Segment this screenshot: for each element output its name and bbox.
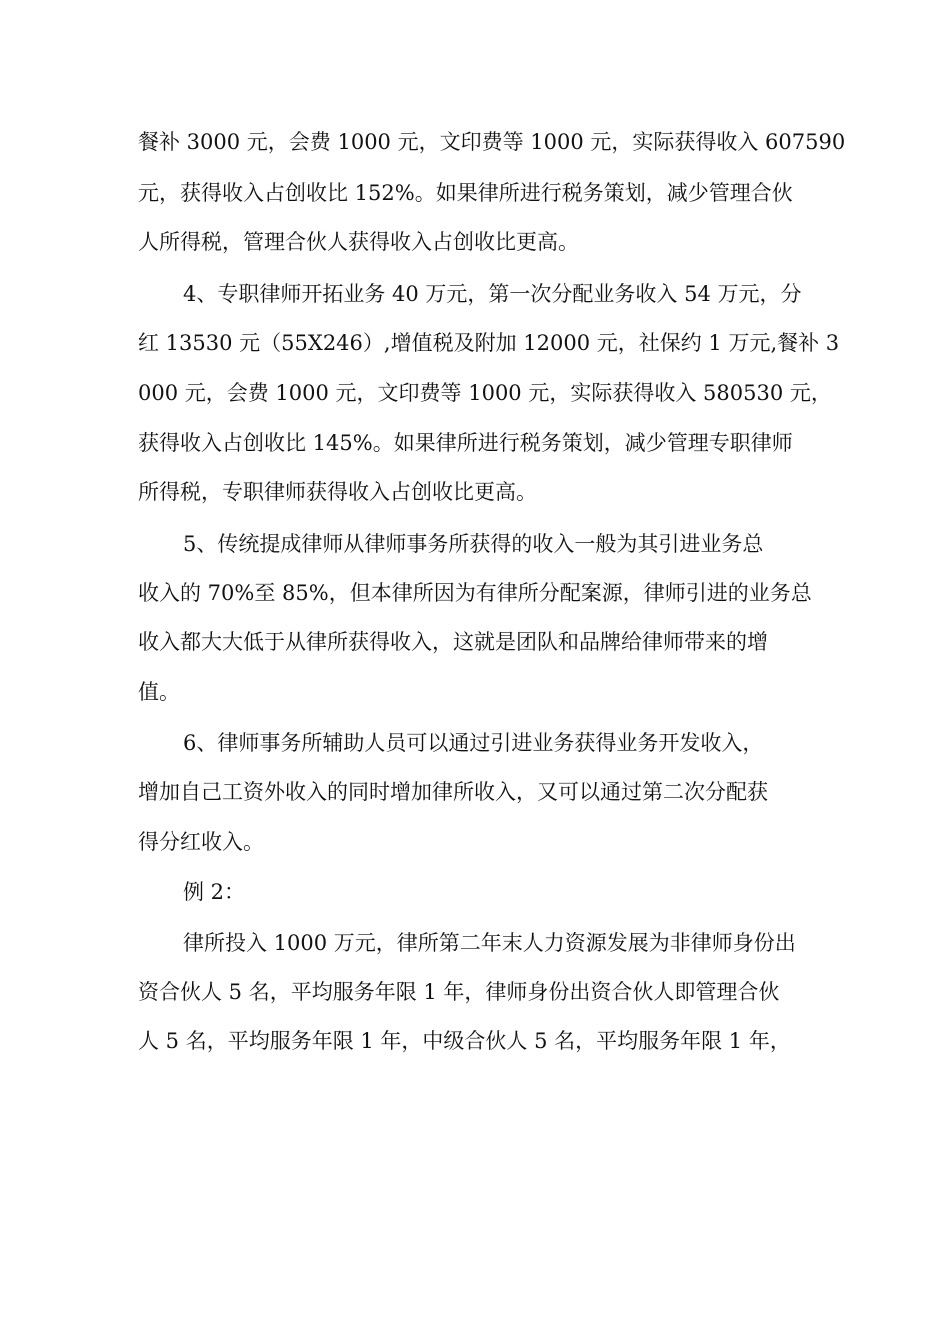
paragraph-5-start: 5、传统提成律师从律师事务所获得的收入一般为其引进业务总 [183,532,764,556]
text-line: 人所得税，管理合伙人获得收入占创收比更高。 [138,230,579,254]
text-line: 元，获得收入占创收比 152%。如果律所进行税务策划，减少管理合伙 [138,181,793,205]
text-line: 获得收入占创收比 145%。如果律所进行税务策划，减少管理专职律师 [138,431,793,455]
text-line: 资合伙人 5 名，平均服务年限 1 年，律师身份出资合伙人即管理合伙 [138,980,780,1004]
text-line: 红 13530 元（55X246）,增值税及附加 12000 元，社保约 1 万元,餐补 3 [138,331,840,355]
text-line: 餐补 3000 元，会费 1000 元，文印费等 1000 元，实际获得收入 607590 [138,130,846,154]
text-line: 值。 [138,680,180,704]
paragraph-4-start: 4、专职律师开拓业务 40 万元，第一次分配业务收入 54 万元，分 [183,282,802,306]
paragraph-6-start: 6、律师事务所辅助人员可以通过引进业务获得业务开发收入， [183,731,764,755]
text-line: 增加自己工资外收入的同时增加律所收入，又可以通过第二次分配获 [138,780,768,804]
text-line: 000 元，会费 1000 元，文印费等 1000 元，实际获得收入 580530 元， [138,381,832,405]
text-line: 所得税，专职律师获得收入占创收比更高。 [138,480,537,504]
text-line: 得分红收入。 [138,830,264,854]
text-line: 人 5 名，平均服务年限 1 年，中级合伙人 5 名，平均服务年限 1 年， [138,1029,791,1053]
example-2-heading: 例 2： [183,880,246,904]
text-line: 收入都大大低于从律所获得收入，这就是团队和品牌给律师带来的增 [138,630,768,654]
text-line: 收入的 70%至 85%，但本律所因为有律所分配案源，律师引进的业务总 [138,581,812,605]
example-2-paragraph-start: 律所投入 1000 万元，律所第二年末人力资源发展为非律师身份出 [183,931,796,955]
